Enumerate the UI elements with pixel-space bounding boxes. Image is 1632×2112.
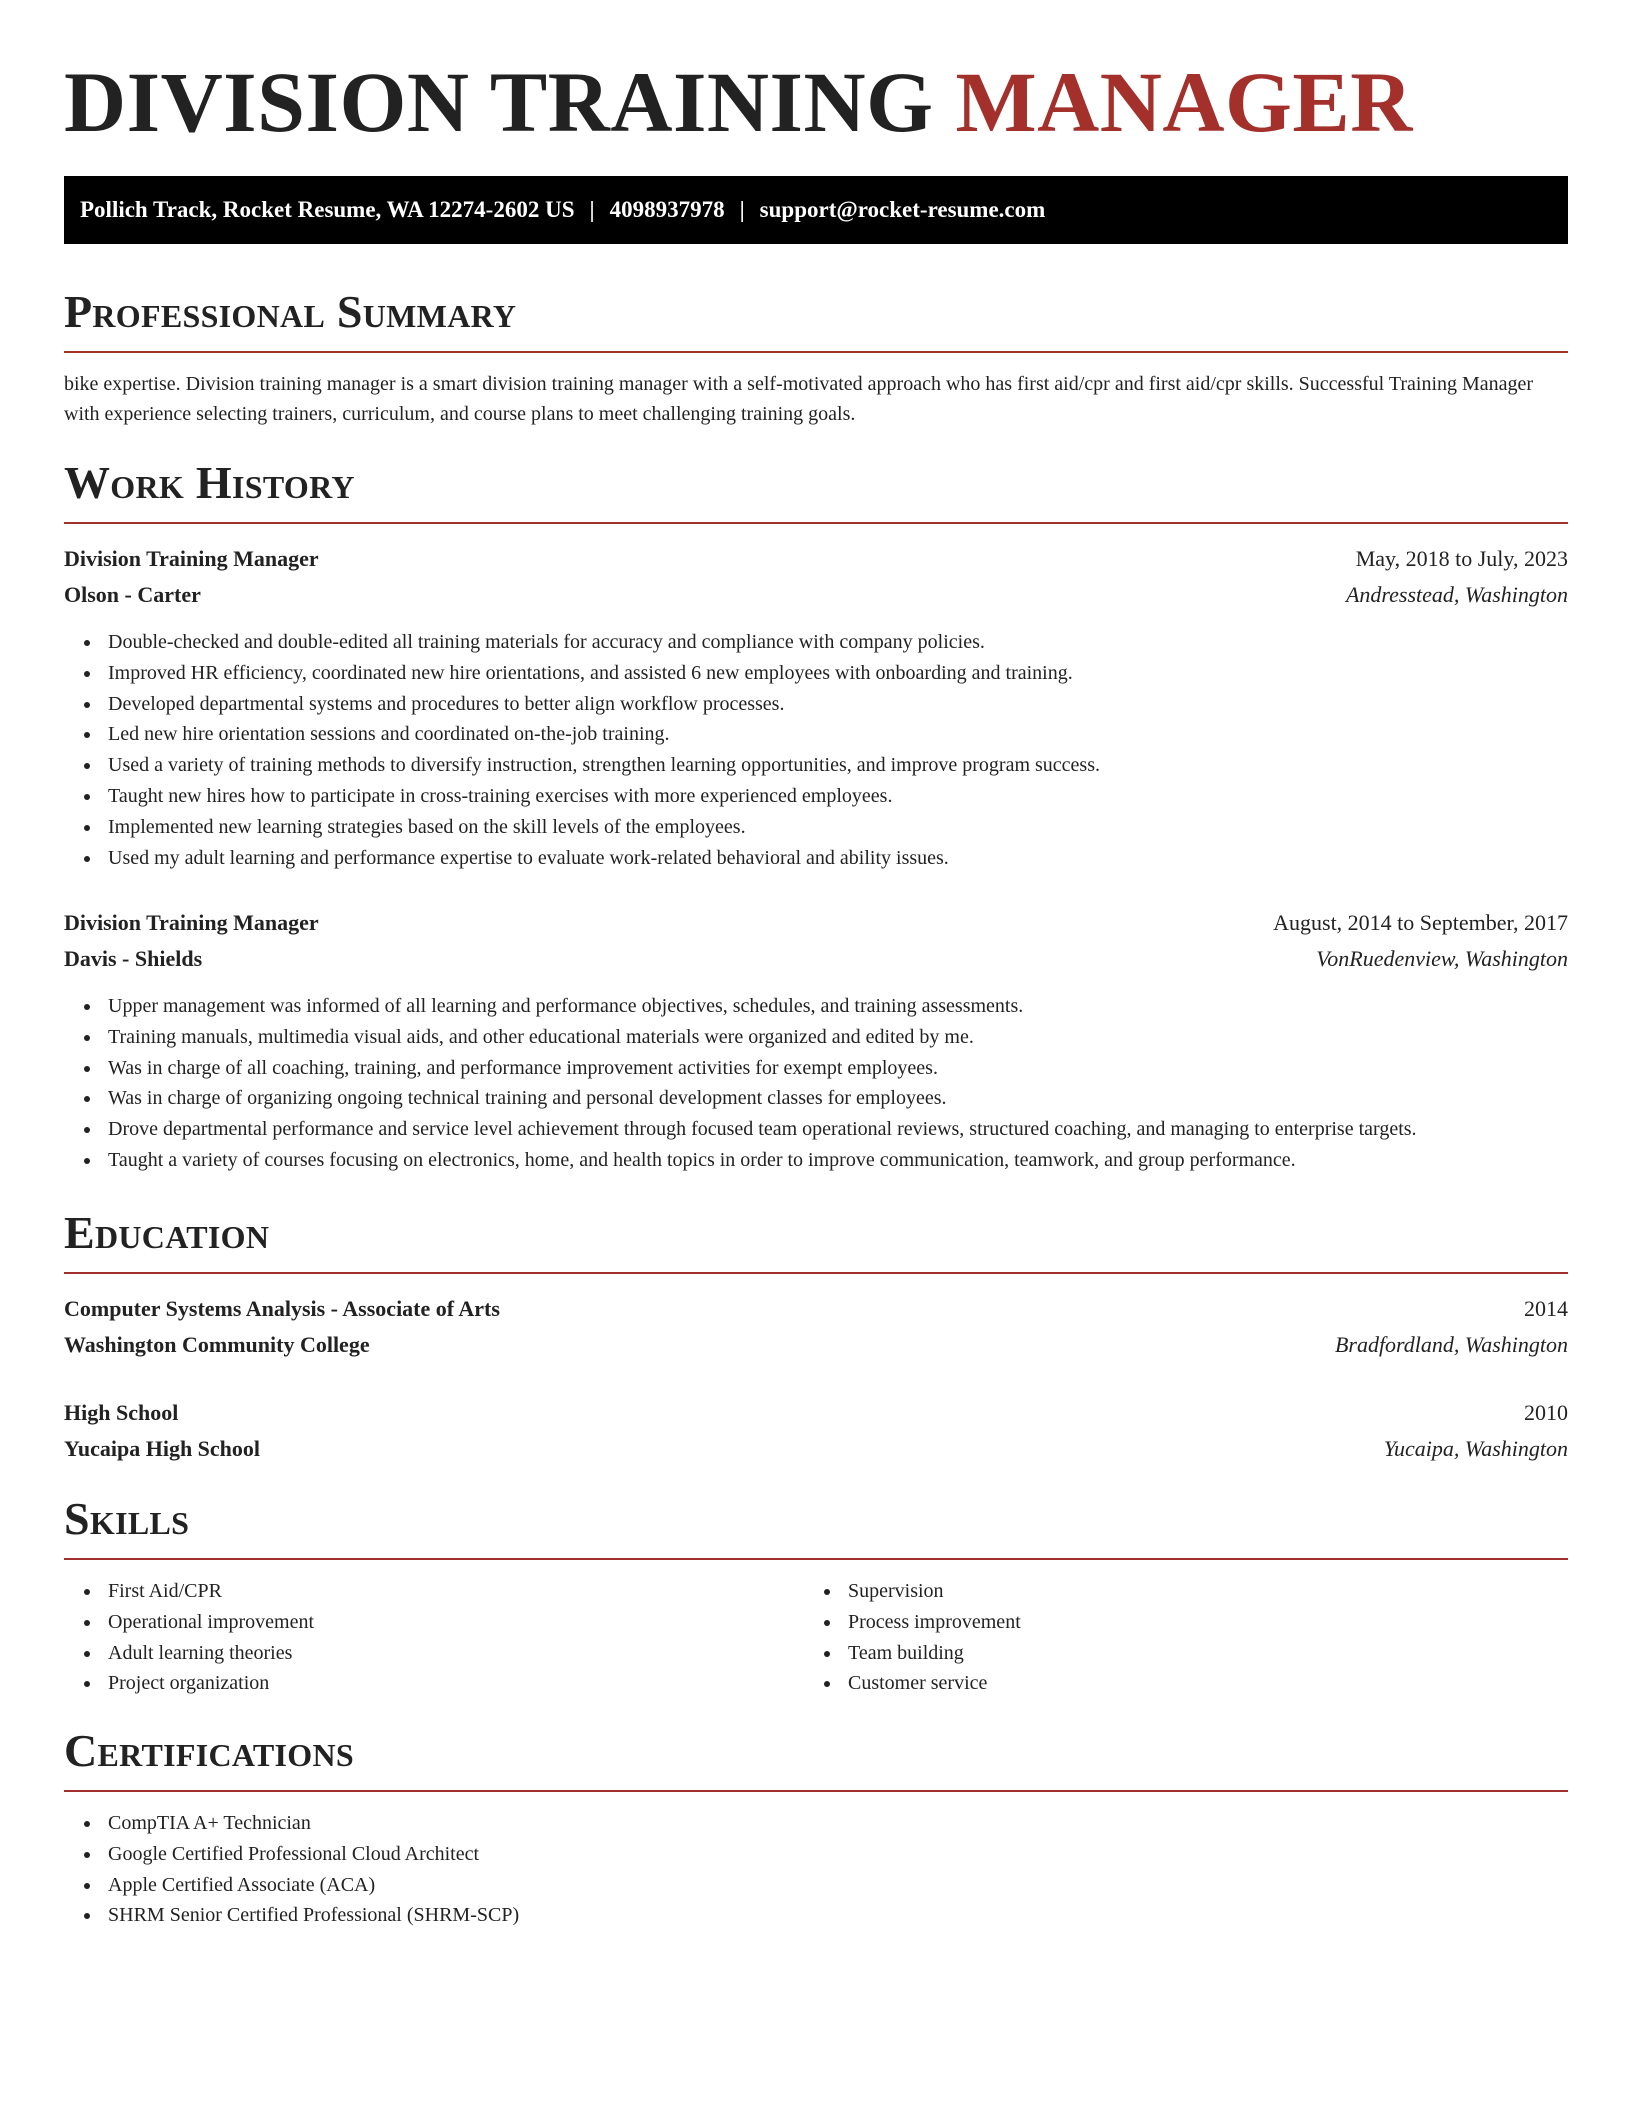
- list-item: Used a variety of training methods to diversify instruction, strengthen learning opportunities, and improve program success.: [108, 750, 1100, 781]
- list-item: Training manuals, multimedia visual aids, and other educational materials were organized and edited by me.: [108, 1022, 1417, 1053]
- summary-divider: [64, 351, 1568, 353]
- certifications-list: [108, 1808, 519, 1931]
- list-item: Double-checked and double-edited all training materials for accuracy and compliance with company policies.: [108, 627, 1100, 658]
- skill-item: Adult learning theories: [108, 1638, 314, 1669]
- contact-phone[interactable]: 4098937978: [609, 197, 725, 222]
- contact-address: Pollich Track, Rocket Resume, WA 12274-2602 US: [80, 197, 575, 222]
- job-title: Division Training Manager: [64, 546, 319, 571]
- education-degree: High School: [64, 1400, 179, 1425]
- certifications-divider: [64, 1790, 1568, 1792]
- education-divider: [64, 1272, 1568, 1274]
- job-dates: May, 2018 to July, 2023: [1355, 546, 1568, 571]
- skill-item: Project organization: [108, 1668, 314, 1699]
- job-2-subheader: [64, 941, 1568, 977]
- summary-text: bike expertise. Division training manager is a smart division training manager with a self-motivated approach who has first aid/cpr and first aid/cpr skills. Successful Training Manager with experience selecting trainers, curriculum, and course plans to meet challenging training goals.: [64, 373, 1534, 425]
- list-item: Taught a variety of courses focusing on electronics, home, and health topics in order to improve communication, teamwork, and group performance.: [108, 1145, 1417, 1176]
- job-location: Andresstead, Washington: [1345, 582, 1568, 607]
- certification-item: SHRM Senior Certified Professional (SHRM-SCP): [108, 1900, 519, 1931]
- list-item: Upper management was informed of all learning and performance objectives, schedules, and training assessments.: [108, 991, 1417, 1022]
- education-2-subheader: [64, 1431, 1568, 1467]
- contact-separator: |: [589, 197, 595, 222]
- skill-item: Supervision: [848, 1576, 1021, 1607]
- skills-heading: Skills: [64, 1493, 190, 1544]
- work-history-heading: Work History: [64, 457, 355, 508]
- education-location: Yucaipa, Washington: [1383, 1436, 1568, 1461]
- education-1-header: [64, 1291, 1568, 1327]
- education-year: 2010: [1524, 1400, 1568, 1425]
- list-item: Implemented new learning strategies based on the skill levels of the employees.: [108, 812, 1100, 843]
- education-1-subheader: [64, 1327, 1568, 1363]
- certification-item: Apple Certified Associate (ACA): [108, 1870, 519, 1901]
- contact-bar: [64, 176, 1568, 244]
- list-item: Improved HR efficiency, coordinated new hire orientations, and assisted 6 new employees with onboarding and training.: [108, 658, 1100, 689]
- job-1-bullets: [108, 627, 1100, 873]
- education-heading: Education: [64, 1207, 270, 1258]
- certification-item: Google Certified Professional Cloud Architect: [108, 1839, 519, 1870]
- job-2-bullets: [108, 991, 1417, 1176]
- title-main: DIVISION TRAINING: [64, 54, 934, 150]
- education-school: Yucaipa High School: [64, 1436, 261, 1461]
- contact-email[interactable]: support@rocket-resume.com: [759, 197, 1046, 222]
- certifications-heading: Certifications: [64, 1725, 354, 1776]
- education-degree: Computer Systems Analysis - Associate of Arts: [64, 1296, 500, 1321]
- list-item: Was in charge of organizing ongoing technical training and personal development classes for employees.: [108, 1083, 1417, 1114]
- skill-item: Process improvement: [848, 1607, 1021, 1638]
- job-1-header: [64, 541, 1568, 577]
- education-year: 2014: [1524, 1296, 1568, 1321]
- education-school: Washington Community College: [64, 1332, 370, 1357]
- job-2-header: [64, 905, 1568, 941]
- job-location: VonRuedenview, Washington: [1316, 946, 1568, 971]
- resume-title: [64, 52, 1413, 152]
- job-1-subheader: [64, 577, 1568, 613]
- list-item: Used my adult learning and performance expertise to evaluate work-related behavioral and ability issues.: [108, 843, 1100, 874]
- list-item: Was in charge of all coaching, training, and performance improvement activities for exempt employees.: [108, 1053, 1417, 1084]
- skills-divider: [64, 1558, 1568, 1560]
- certification-item: CompTIA A+ Technician: [108, 1808, 519, 1839]
- job-company: Davis - Shields: [64, 946, 203, 971]
- work-history-divider: [64, 522, 1568, 524]
- skill-item: First Aid/CPR: [108, 1576, 314, 1607]
- list-item: Developed departmental systems and procedures to better align workflow processes.: [108, 689, 1100, 720]
- summary-heading: Professional Summary: [64, 286, 517, 337]
- list-item: Drove departmental performance and service level achievement through focused team operational reviews, structured coaching, and managing to enterprise targets.: [108, 1114, 1417, 1145]
- job-title: Division Training Manager: [64, 910, 319, 935]
- education-2-header: [64, 1395, 1568, 1431]
- skills-list-right: [848, 1576, 1021, 1699]
- list-item: Taught new hires how to participate in cross-training exercises with more experienced employees.: [108, 781, 1100, 812]
- job-company: Olson - Carter: [64, 582, 201, 607]
- list-item: Led new hire orientation sessions and coordinated on-the-job training.: [108, 719, 1100, 750]
- title-accent: MANAGER: [955, 54, 1413, 150]
- skill-item: Team building: [848, 1638, 1021, 1669]
- job-dates: August, 2014 to September, 2017: [1273, 910, 1568, 935]
- skill-item: Customer service: [848, 1668, 1021, 1699]
- skills-list-left: [108, 1576, 314, 1699]
- skill-item: Operational improvement: [108, 1607, 314, 1638]
- contact-separator: |: [739, 197, 745, 222]
- education-location: Bradfordland, Washington: [1334, 1332, 1568, 1357]
